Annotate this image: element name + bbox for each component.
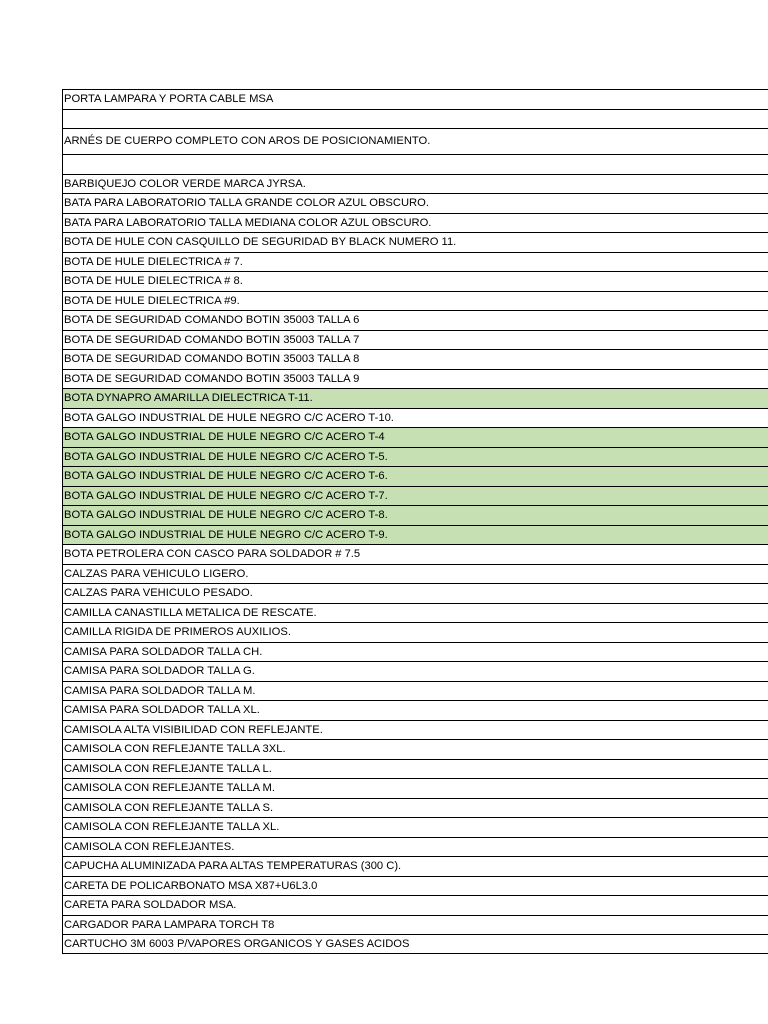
table-row[interactable]: BOTA DE SEGURIDAD COMANDO BOTIN 35003 TALLA 8 [62,349,768,369]
table-row[interactable]: CALZAS PARA VEHICULO PESADO. [62,583,768,603]
table-row[interactable]: CAMISOLA CON REFLEJANTE TALLA M. [62,778,768,798]
table-row[interactable]: BOTA GALGO INDUSTRIAL DE HULE NEGRO C/C ACERO T-6. [62,466,768,486]
table-row[interactable]: CAMISOLA CON REFLEJANTE TALLA 3XL. [62,739,768,759]
spreadsheet-table [62,89,768,954]
table-row[interactable]: CARETA PARA SOLDADOR MSA. [62,895,768,915]
table-row[interactable]: BATA PARA LABORATORIO TALLA MEDIANA COLOR AZUL OBSCURO. [62,213,768,233]
table-row[interactable]: BOTA DE SEGURIDAD COMANDO BOTIN 35003 TALLA 7 [62,330,768,350]
table-row[interactable]: CAMILLA RIGIDA DE PRIMEROS AUXILIOS. [62,622,768,642]
table-row[interactable]: CAPUCHA ALUMINIZADA PARA ALTAS TEMPERATURAS (300 C). [62,856,768,876]
table-row[interactable]: CAMISOLA CON REFLEJANTES. [62,837,768,857]
table-row[interactable]: BOTA DYNAPRO AMARILLA DIELECTRICA T-11. [62,388,768,408]
table-row[interactable]: CAMISA PARA SOLDADOR TALLA G. [62,661,768,681]
table-row[interactable]: BOTA DE HULE DIELECTRICA #9. [62,291,768,311]
table-row[interactable]: PORTA LAMPARA Y PORTA CABLE MSA [62,89,768,109]
table-row[interactable]: BARBIQUEJO COLOR VERDE MARCA JYRSA. [62,174,768,194]
table-row[interactable]: BOTA GALGO INDUSTRIAL DE HULE NEGRO C/C ACERO T-8. [62,505,768,525]
table-row[interactable]: BOTA DE SEGURIDAD COMANDO BOTIN 35003 TALLA 9 [62,369,768,389]
table-row[interactable]: CAMISA PARA SOLDADOR TALLA M. [62,681,768,701]
table-row[interactable]: CAMISOLA ALTA VISIBILIDAD CON REFLEJANTE. [62,720,768,740]
table-row[interactable]: CAMILLA CANASTILLA METALICA DE RESCATE. [62,603,768,623]
table-row[interactable]: CAMISA PARA SOLDADOR TALLA XL. [62,700,768,720]
table-row[interactable]: CAMISA PARA SOLDADOR TALLA CH. [62,642,768,662]
table-row[interactable]: BOTA DE SEGURIDAD COMANDO BOTIN 35003 TALLA 6 [62,310,768,330]
table-row[interactable]: CARETA DE POLICARBONATO MSA X87+U6L3.0 [62,876,768,896]
table-row[interactable]: BOTA GALGO INDUSTRIAL DE HULE NEGRO C/C ACERO T-4 [62,427,768,447]
table-row[interactable]: CALZAS PARA VEHICULO LIGERO. [62,564,768,584]
table-row[interactable]: BOTA GALGO INDUSTRIAL DE HULE NEGRO C/C ACERO T-5. [62,447,768,467]
table-row[interactable]: BOTA DE HULE CON CASQUILLO DE SEGURIDAD BY BLACK NUMERO 11. [62,232,768,252]
table-row[interactable]: BOTA PETROLERA CON CASCO PARA SOLDADOR # 7.5 [62,544,768,564]
table-row[interactable] [62,109,768,129]
table-row[interactable]: CARGADOR PARA LAMPARA TORCH T8 [62,915,768,935]
table-row[interactable]: ARNÉS DE CUERPO COMPLETO CON AROS DE POSICIONAMIENTO. [62,128,768,154]
table-row[interactable]: CARTUCHO 3M 6003 P/VAPORES ORGANICOS Y GASES ACIDOS [62,934,768,954]
table-row[interactable]: BOTA GALGO INDUSTRIAL DE HULE NEGRO C/C ACERO T-10. [62,408,768,428]
table-row[interactable]: BOTA DE HULE DIELECTRICA # 7. [62,252,768,272]
table-row[interactable]: CAMISOLA CON REFLEJANTE TALLA L. [62,759,768,779]
table-row[interactable]: BOTA GALGO INDUSTRIAL DE HULE NEGRO C/C ACERO T-7. [62,486,768,506]
table-row[interactable]: BOTA GALGO INDUSTRIAL DE HULE NEGRO C/C ACERO T-9. [62,525,768,545]
table-row[interactable]: CAMISOLA CON REFLEJANTE TALLA XL. [62,817,768,837]
table-row[interactable] [62,154,768,174]
table-row[interactable]: BATA PARA LABORATORIO TALLA GRANDE COLOR AZUL OBSCURO. [62,193,768,213]
table-row[interactable]: BOTA DE HULE DIELECTRICA # 8. [62,271,768,291]
table-row[interactable]: CAMISOLA CON REFLEJANTE TALLA S. [62,798,768,818]
